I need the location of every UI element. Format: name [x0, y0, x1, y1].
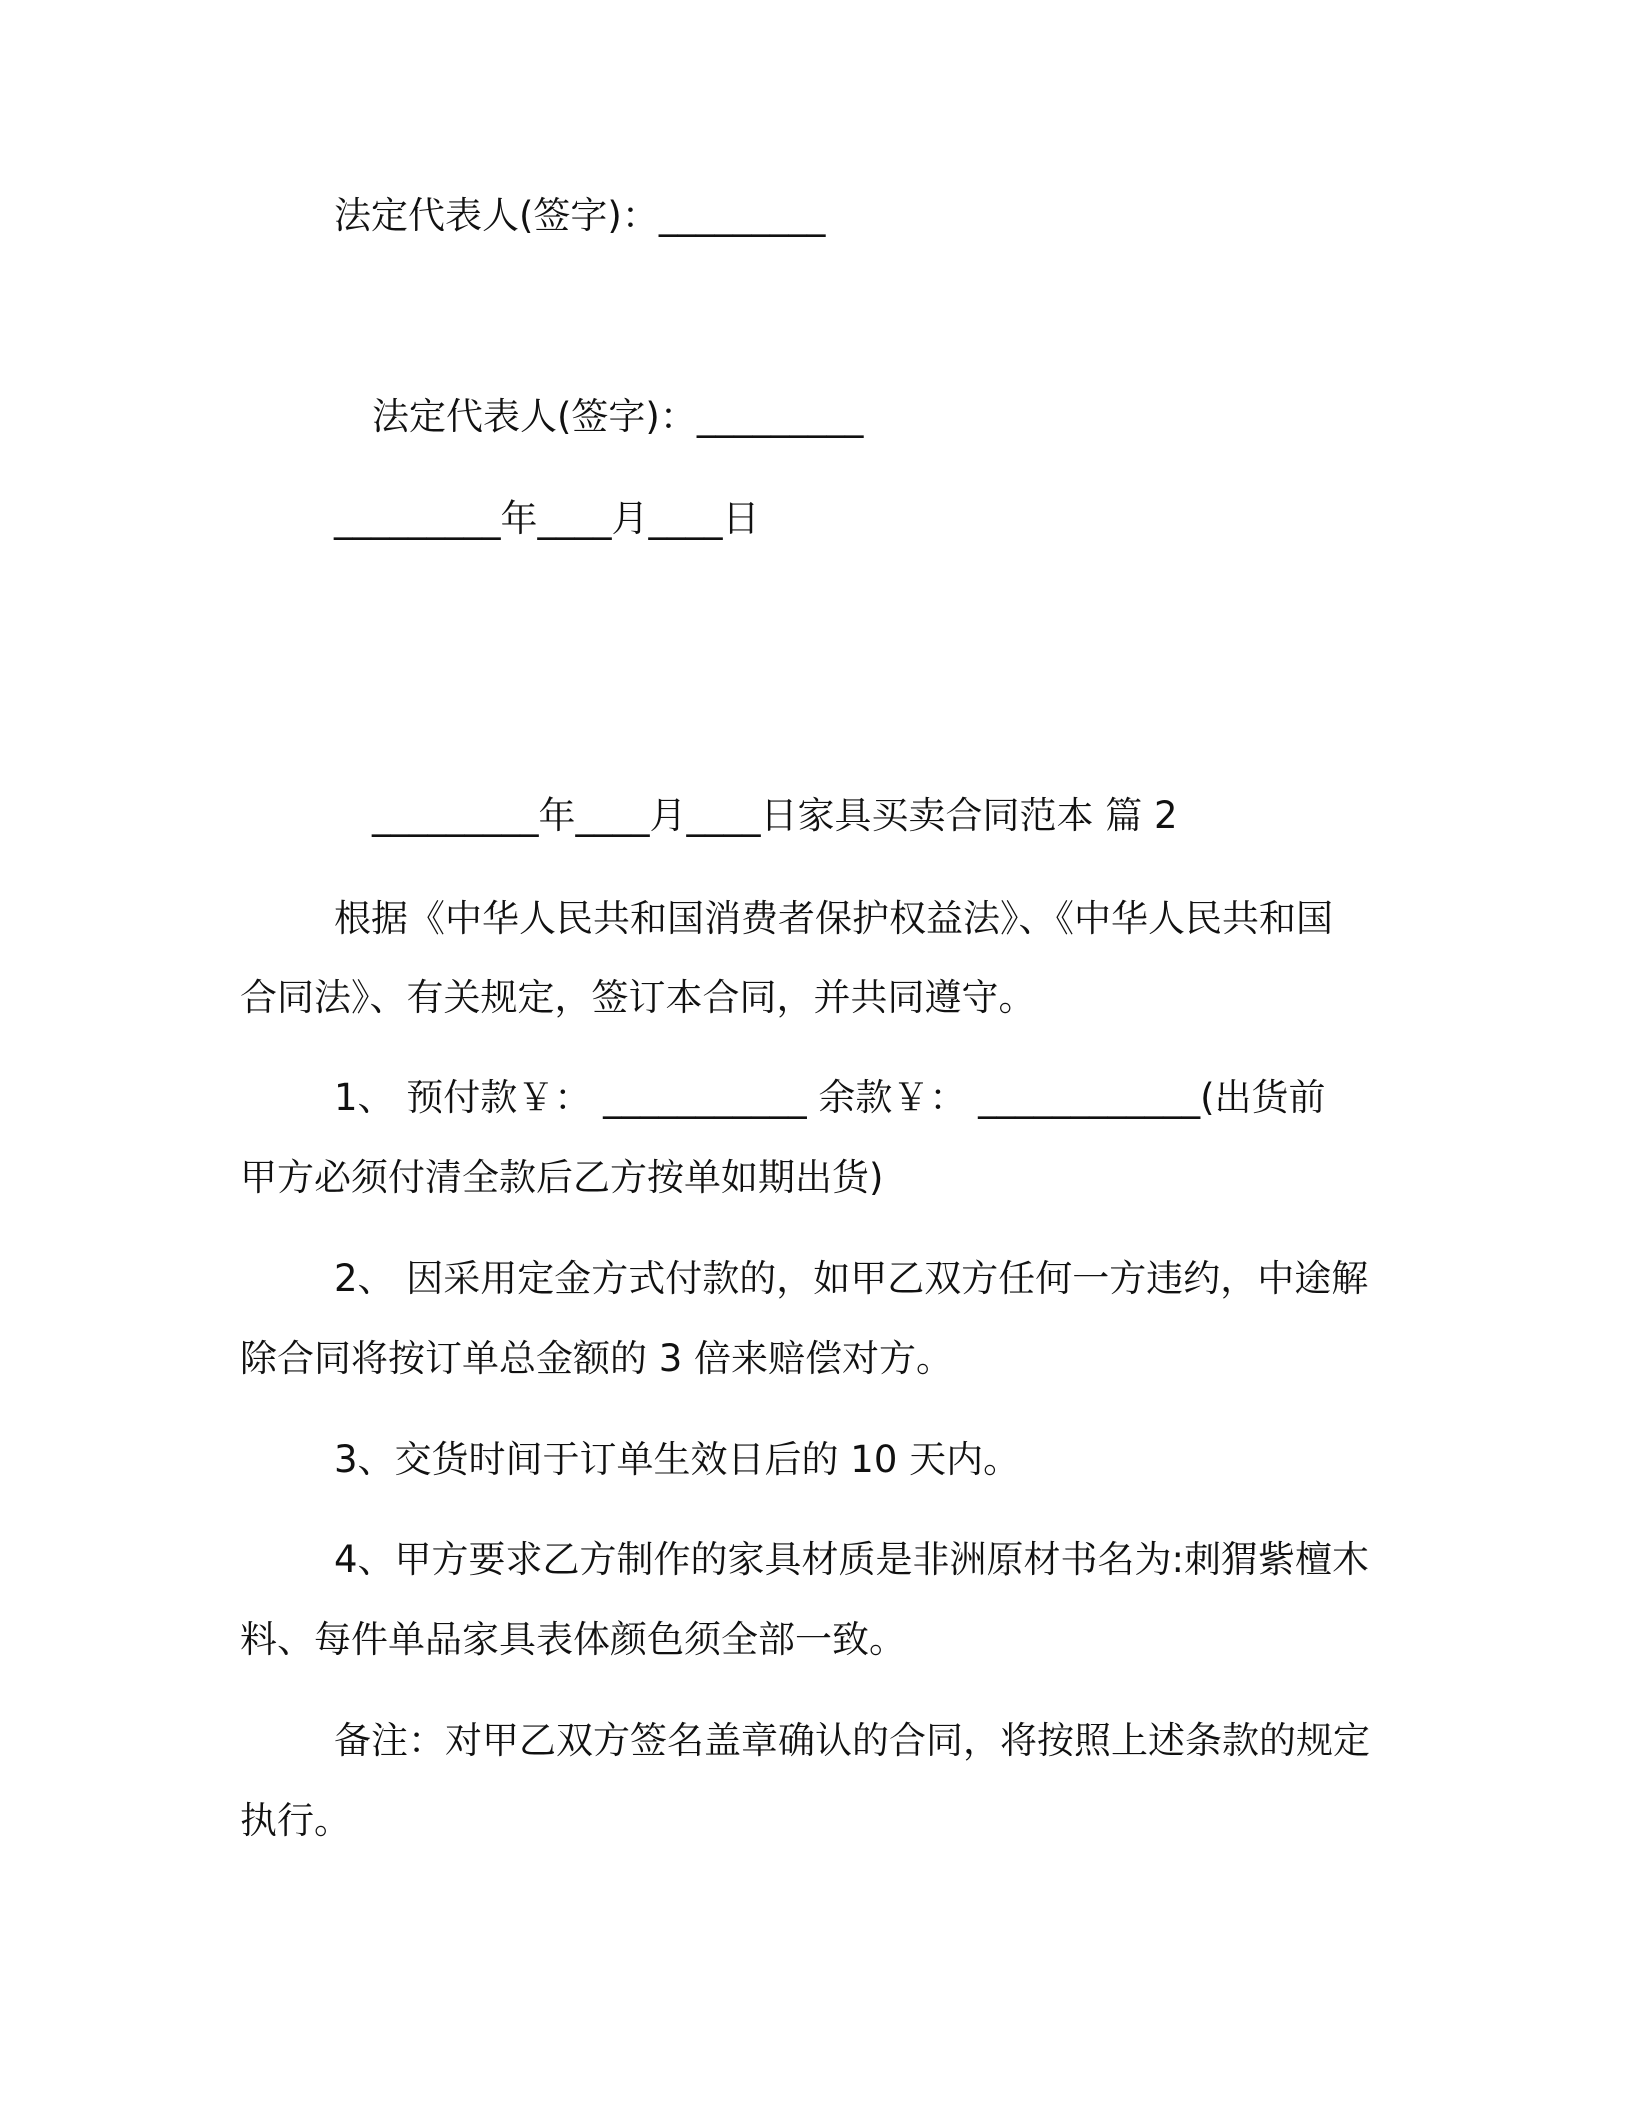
clause-4-line-2: 料、每件单品家具表体颜色须全部一致。 [240, 1618, 906, 1661]
clause-1-line-2: 甲方必须付清全款后乙方按单如期出货) [240, 1156, 884, 1199]
signature-line-representative-1: 法定代表人(签字)：_________ [334, 194, 826, 237]
note-line-2: 执行。 [240, 1799, 351, 1842]
signature-line-representative-2: 法定代表人(签字)：_________ [372, 395, 864, 438]
intro-paragraph-line-1: 根据《中华人民共和国消费者保护权益法》、《中华人民共和国 [334, 897, 1333, 940]
clause-1-line-1: 1、 预付款￥： ___________ 余款￥： ____________(出货前 [334, 1076, 1326, 1119]
intro-paragraph-line-2: 合同法》、有关规定，签订本合同，并共同遵守。 [240, 976, 1036, 1019]
section-title: _________年____月____日家具买卖合同范本 篇 2 [372, 794, 1178, 837]
clause-3-line-1: 3、交货时间于订单生效日后的 10 天内。 [334, 1438, 1021, 1481]
clause-4-line-1: 4、甲方要求乙方制作的家具材质是非洲原材书名为:刺猬紫檀木 [334, 1538, 1370, 1581]
clause-2-line-1: 2、 因采用定金方式付款的，如甲乙双方任何一方违约，中途解 [334, 1257, 1369, 1300]
note-line-1: 备注：对甲乙双方签名盖章确认的合同，将按照上述条款的规定 [334, 1719, 1370, 1762]
signature-date-line: _________年____月____日 [334, 497, 760, 540]
clause-2-line-2: 除合同将按订单总金额的 3 倍来赔偿对方。 [240, 1337, 954, 1380]
